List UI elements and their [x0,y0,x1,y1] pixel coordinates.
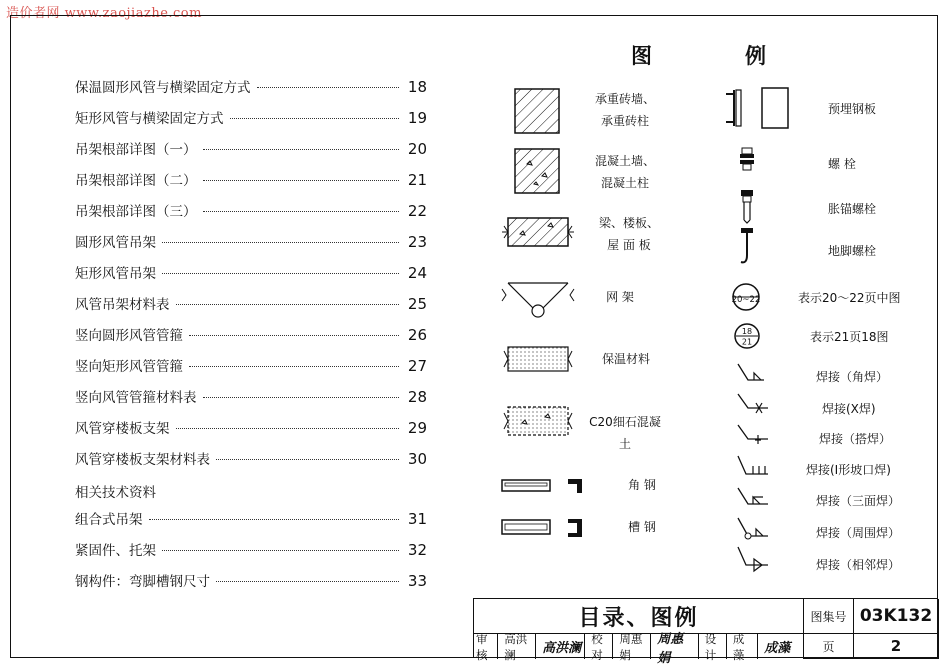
legend-label-fine-concrete: C20细石混凝土 [589,415,661,451]
toc-page: 32 [407,541,427,559]
legend-label-adjacent-weld: 焊接（相邻焊） [816,558,901,572]
leader-dots [203,211,400,212]
legend-label-x-weld: 焊接(X焊) [822,402,876,416]
toc-page: 19 [407,109,427,127]
legend-label-line: 屋 面 板 [607,238,651,252]
toc-section-heading: 相关技术资料 [75,485,156,501]
toc-page: 25 [407,295,427,313]
toc-page: 23 [407,233,427,251]
bolt-icon [736,146,758,172]
legend-label-fillet-weld: 焊接（角焊） [816,370,889,384]
legend-label-line: 混凝土柱 [600,176,649,190]
toc-label: 吊架根部详图（二） [75,173,197,189]
toc-page: 27 [407,357,427,375]
x-weld-icon [736,392,770,418]
ref-detail-bottom: 21 [741,337,753,347]
toc-label: 吊架根部详图（一） [75,142,197,158]
watermark: 造价者网 www.zaojiazhe.com [6,6,202,21]
leader-dots [257,87,400,88]
toc-label: 保温圆形风管与横梁固定方式 [75,80,251,96]
legend-label-embedded-plate: 预埋钢板 [828,102,877,116]
leader-dots [203,149,400,150]
angle-steel-icon [500,475,590,497]
toc-entry[interactable] [75,324,427,346]
toc-page: 29 [407,419,427,437]
designer-signature: 成藻 [764,641,791,656]
toc-label: 圆形风管吊架 [75,235,156,251]
toc-entry[interactable] [75,107,427,129]
leader-dots [162,242,399,243]
toc-page: 20 [407,140,427,158]
legend-label-line: 承重砖柱 [600,114,649,128]
toc-entry[interactable] [75,293,427,315]
fine-concrete-icon [500,403,576,439]
leader-dots [189,366,399,367]
toc-entry[interactable] [75,76,427,98]
drawing-title: 目录、图例 [474,599,804,634]
toc-entry[interactable] [75,570,427,592]
toc-page: 22 [407,202,427,220]
toc-entry[interactable] [75,448,427,470]
leader-dots [230,118,400,119]
leader-dots [162,273,399,274]
all-around-weld-icon [736,516,770,542]
toc-page: 30 [407,450,427,468]
leader-dots [189,335,399,336]
legend-label-ref-detail: 表示21页18图 [810,330,889,344]
toc-label: 矩形风管与横梁固定方式 [75,111,224,127]
legend-label-channel-steel: 槽 钢 [628,520,656,534]
toc-label: 组合式吊架 [75,512,143,528]
lap-weld-icon [736,423,770,449]
toc-label: 矩形风管吊架 [75,266,156,282]
channel-steel-icon [500,515,590,541]
toc-entry[interactable] [75,417,427,439]
legend-label-expansion-bolt: 胀锚螺栓 [828,202,877,216]
leader-dots [203,180,400,181]
toc-entry[interactable] [75,508,427,530]
legend-label-anchor-bolt: 地脚螺栓 [828,244,877,258]
leader-dots [149,519,400,520]
toc-entry[interactable] [75,262,427,284]
ref-range-icon [729,282,763,312]
fillet-weld-icon [736,362,766,384]
i-groove-weld-icon [736,454,770,480]
signature-row [474,631,804,666]
page-number: 2 [854,634,939,659]
legend-label-insulation: 保温材料 [601,352,650,366]
legend-label-line: 承重砖墙、 [594,92,655,106]
toc-label: 竖向风管管箍材料表 [75,390,197,406]
legend-header-right: 例 [745,44,766,68]
toc-label: 风管穿楼板支架材料表 [75,452,210,468]
atlas-number: 03K132 [854,599,939,634]
toc-entry[interactable] [75,169,427,191]
atlas-label: 图集号 [804,599,854,634]
designer-name: 成 藻 [732,631,745,662]
toc-label: 风管穿楼板支架 [75,421,170,437]
toc-label: 吊架根部详图（三） [75,204,197,220]
legend-label-three-side-weld: 焊接（三面焊） [816,494,901,508]
toc-page: 21 [407,171,427,189]
beam-slab-icon [500,212,576,252]
toc-page: 24 [407,264,427,282]
toc-entry[interactable] [75,231,427,253]
hatched-wall-icon [512,86,562,136]
design-label: 设计 [704,631,717,662]
leader-dots [176,304,400,305]
legend-label-angle-steel: 角 钢 [628,478,656,492]
anchor-bolt-icon [736,226,758,268]
adjacent-weld-icon [736,545,770,577]
toc-page: 28 [407,388,427,406]
toc-page: 26 [407,326,427,344]
title-block [473,598,938,666]
reviewer-name: 高洪澜 [504,631,528,662]
checker-signature: 周惠娟 [657,631,684,666]
leader-dots [216,581,399,582]
toc-label: 竖向矩形风管管箍 [75,359,183,375]
toc-entry[interactable] [75,355,427,377]
concrete-wall-icon [512,146,562,196]
toc-label: 紧固件、托架 [75,543,156,559]
check-label: 校对 [591,631,603,662]
legend-label-ref-range: 表示20～22页中图 [798,291,901,305]
legend-label-brick-wall [590,88,660,132]
legend-label-all-around-weld: 焊接（周围焊） [816,526,901,540]
legend-label-bolt: 螺 栓 [828,157,856,171]
toc-page: 31 [407,510,427,528]
insulation-icon [500,343,576,375]
legend-label-line: 混凝土墙、 [594,154,655,168]
legend-label-concrete-wall [590,150,660,194]
reviewer-signature: 高洪澜 [542,641,582,656]
toc-entry[interactable] [75,539,427,561]
toc-page: 18 [407,78,427,96]
toc-label: 竖向圆形风管管箍 [75,328,183,344]
review-label: 审核 [476,631,488,662]
leader-dots [216,459,399,460]
leader-dots [176,428,400,429]
legend-label-beam-slab [596,212,662,256]
legend-header-left: 图 [631,44,652,68]
legend-label-i-groove-weld: 焊接(I形坡口焊) [806,463,891,477]
leader-dots [203,397,400,398]
three-side-weld-icon [736,486,770,510]
toc-page: 33 [407,572,427,590]
toc-entry[interactable] [75,138,427,160]
space-frame-icon [498,275,578,320]
ref-range-text: 20~22 [731,295,761,305]
legend-label-line: 梁、楼板、 [598,216,659,230]
legend-label-lap-weld: 焊接（搭焊） [819,432,892,446]
legend-label-space-frame: 网 架 [606,290,634,304]
ref-detail-top: 18 [741,327,753,336]
embedded-plate-icon [720,84,790,132]
toc-entry[interactable] [75,386,427,408]
toc-entry[interactable] [75,200,427,222]
toc-label: 风管吊架材料表 [75,297,170,313]
toc-label: 钢构件：弯脚槽钢尺寸 [75,574,210,590]
ref-detail-icon [733,322,761,350]
expansion-bolt-icon [738,188,756,224]
page-label: 页 [804,634,854,659]
leader-dots [162,550,399,551]
checker-name: 周惠娟 [619,631,643,662]
